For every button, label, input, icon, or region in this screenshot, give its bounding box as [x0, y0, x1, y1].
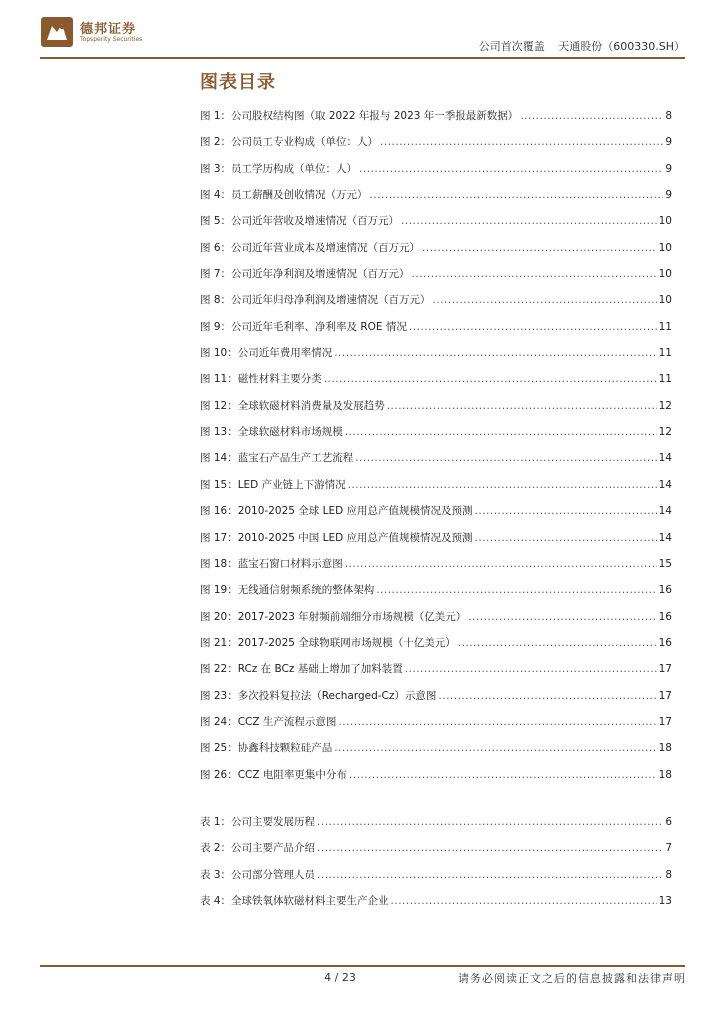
dot-leader [458, 637, 657, 649]
figure-entry[interactable] [200, 661, 672, 687]
figure-entry[interactable] [200, 161, 672, 187]
figure-entry[interactable] [200, 767, 672, 793]
table-entry-page: 6 [665, 816, 672, 828]
figure-entry-label: 图 6：公司近年营业成本及增速情况（百万元） [200, 241, 421, 254]
dot-leader [317, 816, 663, 828]
report-type: 公司首次覆盖 [478, 40, 545, 53]
dot-leader [345, 558, 657, 570]
figure-entry-page: 9 [665, 136, 672, 149]
figure-entry-label: 图 12：全球软磁材料消费量及发展趋势 [200, 399, 385, 412]
figure-entry-page: 10 [658, 294, 672, 307]
figure-entry[interactable] [200, 530, 672, 556]
dot-leader [338, 716, 656, 728]
company-logo [40, 14, 150, 50]
footer-divider [40, 965, 685, 967]
dot-leader [401, 215, 657, 227]
disclaimer-note: 请务必阅读正文之后的信息披露和法律声明 [458, 972, 686, 985]
dot-leader [380, 136, 663, 148]
figure-entry[interactable] [200, 319, 672, 345]
figure-entry-label: 图 19：无线通信射频系统的整体架构 [200, 584, 375, 597]
figure-entry-page: 16 [658, 610, 672, 623]
figure-entry-page: 14 [658, 478, 672, 491]
figure-entry-label: 图 16：2010-2025 全球 LED 应用总产值规模情况及预测 [200, 505, 473, 518]
figure-entry-label: 图 21：2017-2025 全球物联网市场规模（十亿美元） [200, 636, 456, 649]
figure-entry-page: 14 [658, 452, 672, 465]
figure-entry[interactable] [200, 609, 672, 635]
figure-entry[interactable] [200, 635, 672, 661]
figure-entry[interactable] [200, 503, 672, 529]
figure-entry-page: 11 [658, 320, 672, 333]
dot-leader [409, 321, 657, 333]
company-ticker: 天通股份（600330.SH） [558, 40, 685, 53]
figure-entry-label: 图 22：RCz 在 BCz 基础上增加了加料装置 [200, 663, 403, 676]
figure-entry-label: 图 25：协鑫科技颗粒硅产品 [200, 742, 333, 755]
figure-entry[interactable] [200, 292, 672, 318]
figure-entry-label: 图 8：公司近年归母净利润及增速情况（百万元） [200, 294, 431, 307]
dot-leader [370, 189, 664, 201]
dot-leader [433, 294, 657, 306]
figure-entry-label: 图 14：蓝宝石产品生产工艺流程 [200, 452, 354, 465]
dot-leader [412, 268, 657, 280]
figure-entry[interactable] [200, 187, 672, 213]
figure-entry-page: 16 [658, 584, 672, 597]
dot-leader [391, 895, 657, 907]
dot-leader [334, 742, 656, 754]
dot-leader [317, 842, 663, 854]
figure-entry-page: 10 [658, 215, 672, 228]
table-entry[interactable] [200, 893, 672, 919]
dot-leader [475, 505, 657, 517]
dot-leader [376, 584, 656, 596]
figure-entry[interactable] [200, 398, 672, 424]
figure-entry-label: 图 15：LED 产业链上下游情况 [200, 478, 346, 491]
figure-entry[interactable] [200, 345, 672, 371]
dot-leader [355, 452, 656, 464]
dot-leader [422, 242, 657, 254]
dot-leader [475, 532, 657, 544]
header-info [469, 38, 685, 54]
dot-leader [405, 663, 657, 675]
figure-entry-label: 图 26：CCZ 电阻率更集中分布 [200, 768, 347, 781]
figure-entry[interactable] [200, 477, 672, 503]
figure-entry-page: 15 [658, 557, 672, 570]
figure-entry-page: 11 [658, 373, 672, 386]
figure-entry[interactable] [200, 266, 672, 292]
dot-leader [387, 400, 657, 412]
figure-entry-page: 8 [665, 110, 672, 122]
dot-leader [345, 426, 657, 438]
figure-entry[interactable] [200, 582, 672, 608]
figure-entry-label: 图 9：公司近年毛利率、净利率及 ROE 情况 [200, 320, 407, 333]
table-entry[interactable] [200, 867, 672, 893]
table-entry-page: 7 [665, 842, 672, 855]
table-entry-label: 表 2：公司主要产品介绍 [200, 842, 316, 855]
figure-entry-label: 图 24：CCZ 生产流程示意图 [200, 715, 337, 728]
brand-name: 德邦证券 [80, 22, 137, 37]
figure-entry-label: 图 13：全球软磁材料市场规模 [200, 426, 343, 439]
brand-name-en: Topsperity Securities [80, 36, 143, 43]
figure-entry-page: 12 [658, 426, 672, 439]
table-entry-label: 表 3：公司部分管理人员 [200, 868, 316, 881]
page-indicator: 4 / 23 [324, 971, 356, 984]
figure-list [200, 108, 672, 793]
dot-leader [349, 769, 657, 781]
figure-entry-page: 17 [658, 715, 672, 728]
figure-entry-label: 图 18：蓝宝石窗口材料示意图 [200, 557, 343, 570]
figure-entry[interactable] [200, 134, 672, 160]
figure-entry-page: 18 [658, 768, 672, 781]
figure-entry-label: 图 4：员工薪酬及创收情况（万元） [200, 189, 368, 202]
table-entry-page: 8 [665, 868, 672, 881]
figure-entry-page: 14 [658, 505, 672, 518]
figure-entry-page: 12 [658, 399, 672, 412]
figure-entry-label: 图 7：公司近年净利润及增速情况（百万元） [200, 268, 410, 281]
figure-entry[interactable] [200, 213, 672, 239]
figure-entry-label: 图 10：公司近年费用率情况 [200, 347, 333, 360]
table-entry-label: 表 1：公司主要发展历程 [200, 816, 316, 828]
figure-entry-label: 图 20：2017-2023 年射频前端细分市场规模（亿美元） [200, 610, 467, 623]
figure-entry-label: 图 3：员工学历构成（单位：人） [200, 162, 358, 175]
figure-entry[interactable] [200, 371, 672, 397]
figure-entry-label: 图 23：多次投料复拉法（Recharged-Cz）示意图 [200, 689, 437, 702]
table-entry[interactable] [200, 840, 672, 866]
figure-entry[interactable] [200, 714, 672, 740]
figure-entry-label: 图 5：公司近年营收及增速情况（百万元） [200, 215, 400, 228]
figure-entry[interactable] [200, 740, 672, 766]
figure-entry-page: 10 [658, 241, 672, 254]
header-divider [40, 57, 685, 59]
figure-entry-label: 图 2：公司员工专业构成（单位：人） [200, 136, 379, 149]
figure-entry-page: 18 [658, 742, 672, 755]
table-entry-label: 表 4：全球铁氧体软磁材料主要生产企业 [200, 895, 389, 908]
dot-leader [359, 163, 663, 175]
figure-entry[interactable] [200, 108, 672, 134]
figure-entry[interactable] [200, 240, 672, 266]
dot-leader [334, 347, 656, 359]
figure-entry-page: 11 [658, 347, 672, 360]
figure-entry-label: 图 17：2010-2025 中国 LED 应用总产值规模情况及预测 [200, 531, 473, 544]
table-list [200, 814, 672, 919]
dot-leader [468, 611, 656, 623]
figure-entry-page: 9 [665, 162, 672, 175]
figure-entry-label: 图 11：磁性材料主要分类 [200, 373, 322, 386]
figure-entry-page: 17 [658, 663, 672, 676]
dot-leader [348, 479, 657, 491]
table-entry[interactable] [200, 814, 672, 840]
section-title: 图表目录 [200, 72, 276, 93]
figure-entry[interactable] [200, 450, 672, 476]
figure-entry-label: 图 1：公司股权结构图（取 2022 年报与 2023 年一季报最新数据） [200, 110, 519, 122]
dot-leader [317, 869, 663, 881]
figure-entry-page: 14 [658, 531, 672, 544]
figure-entry-page: 9 [665, 189, 672, 202]
figure-entry-page: 16 [658, 636, 672, 649]
figure-entry[interactable] [200, 424, 672, 450]
figure-entry[interactable] [200, 556, 672, 582]
dot-leader [520, 110, 663, 122]
page-header [40, 14, 685, 56]
table-entry-page: 13 [658, 895, 672, 908]
dot-leader [438, 690, 656, 702]
dot-leader [324, 373, 657, 385]
figure-entry[interactable] [200, 688, 672, 714]
figure-entry-page: 10 [658, 268, 672, 281]
figure-entry-page: 17 [658, 689, 672, 702]
logo-icon [40, 16, 74, 48]
